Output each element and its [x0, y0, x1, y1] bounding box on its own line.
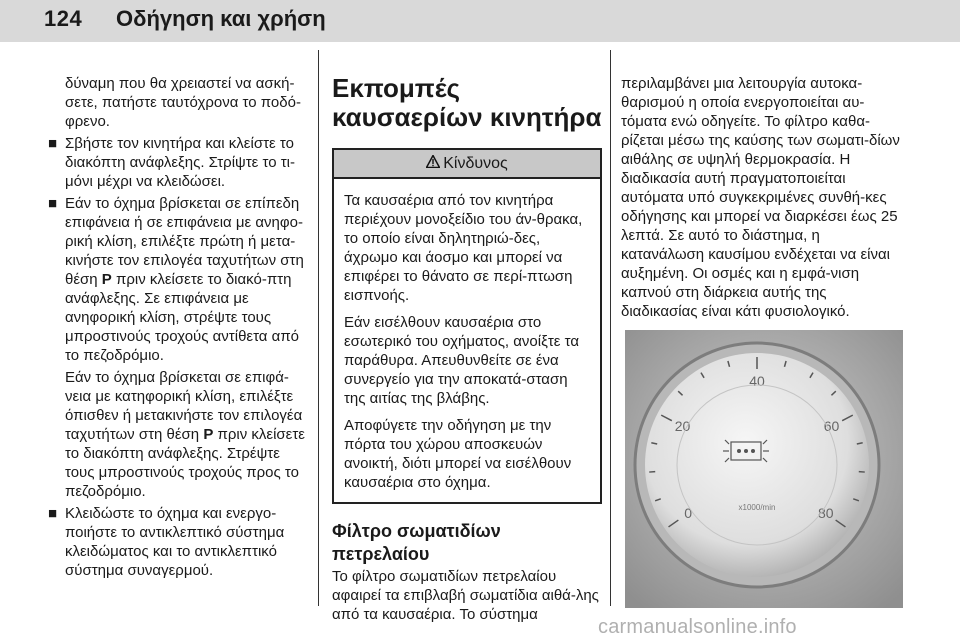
list-item-text: Κλειδώστε το όχημα και ενεργο-ποιήστε το αντικλεπτικό σύστημα κλειδώματος και το αντικλεπτικό σύστημα συναγερμού. [65, 505, 285, 579]
body-paragraph: περιλαμβάνει μια λειτουργία αυτοκα-θαρισμού η οποία ενεργοποιείται αυ-τόματα ενώ οδηγείτε. Το φίλτρο καθα-ρίζεται μέσω της καύσης των σωματι-δίων αιθάλης σε υψηλή θερμοκρασία. Η διαδικασία αυτή πραγματοποιείται αυτόματα υπό συγκεκριμένες συνθή-κες οδήγησης και μπορεί να διαρκέσει έως 25 λεπτά. Σε αυτό το διάστημα, η κατανάλωση καυσίμου ενδέχεται να είναι αυξημένη. Οι οσμές και η εμφά-νιση καπνού στη διάρκεια αυτής της διαδικασίας είναι κάτι φυσιολογικό. [621, 75, 900, 320]
page-title: Οδήγηση και χρήση [116, 6, 326, 31]
gauge-unit-label: x1000/min [738, 503, 776, 512]
list-item-text: Σβήστε τον κινητήρα και κλείστε το διακόπτη ανάφλεξης. Στρίψτε το τι-μόνι μέχρι να κλειδώσει. [65, 135, 295, 190]
gauge-tick-label: 60 [823, 418, 840, 435]
danger-header [334, 150, 600, 179]
gauge-tick-label: 40 [749, 373, 765, 389]
list-item-text: πριν κλείσετε το διακό-πτη ανάφλεξης. Σε επιφάνεια με ανηφορική κλίση, στρέψτε τους μπροστινούς τροχούς αντίθετα από το πεζοδρόμιο. [65, 271, 300, 364]
danger-body [334, 179, 600, 502]
bullet-icon: ■ [48, 195, 58, 212]
danger-paragraph: Τα καυσαέρια από τον κινητήρα περιέχουν μονοξείδιο του άν-θρακα, το οποίο είναι δηλητηριώ-δες, άχρωμο και άοσμο και μπορεί να επιφέρει το θάνατο σε περί-πτωση εισπνοής. [344, 192, 583, 304]
list-item-continuation [48, 368, 308, 501]
list-item [48, 194, 308, 365]
gauge-tick-label: 0 [684, 505, 693, 522]
gear-position-p: P [101, 271, 112, 288]
page-number: 124 [44, 6, 83, 31]
tachometer-illustration [625, 330, 903, 608]
page-header [0, 0, 960, 42]
column-divider-left [318, 50, 319, 606]
column-right [621, 74, 903, 321]
list-item-text: Εάν το όχημα βρίσκεται σε επιφά-νεια με κατηφορική κλίση, επιλέξτε όπισθεν ή μετακινήστε τον επιλογέα ταχυτήτων στη θέση [65, 369, 303, 443]
gauge-tick-label: 20 [674, 418, 691, 435]
list-item-text: Εάν το όχημα βρίσκεται σε επίπεδη επιφάνεια ή σε επιφάνεια με ανηφο-ρική κλίση, επιλέξτε πρώτη ή μετα-κινήστε τον επιλογέα ταχυτήτων στη θέση [65, 195, 304, 288]
danger-box [332, 148, 602, 504]
gauge-tick-label: 80 [818, 505, 834, 522]
column-middle [332, 74, 602, 624]
intro-paragraph: δύναμη που θα χρειαστεί να ασκή-σετε, πατήστε ταυτόχρονα το ποδό-φρενο. [65, 75, 301, 130]
column-divider-right [610, 50, 611, 606]
subsection-title: Φίλτρο σωματιδίων πετρελαίου [332, 521, 501, 564]
danger-paragraph: Αποφύγετε την οδήγηση με την πόρτα του χώρου αποσκευών ανοικτή, διότι μπορεί να εισέλθουν καυσαέρια στο όχημα. [344, 417, 572, 491]
list-item-text: πριν κλείσετε το διακόπτη ανάφλεξης. Στρέψτε τους μπροστινούς τροχούς προς το πεζοδρόμιο. [65, 426, 305, 500]
list-item [48, 504, 308, 580]
bullet-icon: ■ [48, 135, 58, 152]
danger-paragraph: Εάν εισέλθουν καυσαέρια στο εσωτερικό του οχήματος, ανοίξτε τα παράθυρα. Απευθυνθείτε σε ένα συνεργείο για την αποκατά-σταση της αιτίας της βλάβης. [344, 314, 579, 407]
watermark: carmanualsonline.info [598, 616, 797, 638]
gear-position-p: P [203, 426, 214, 443]
danger-title: Κίνδυνος [443, 155, 508, 172]
subsection-paragraph: Το φίλτρο σωματιδίων πετρελαίου αφαιρεί τα επιβλαβή σωματίδια αιθά-λης από τα καυσαέρια. Το σύστημα [332, 568, 599, 623]
column-left [48, 74, 308, 580]
bullet-icon: ■ [48, 505, 58, 522]
section-title: Εκπομπές καυσαερίων κινητήρα [332, 73, 602, 132]
list-item [48, 134, 308, 191]
warning-triangle-icon [426, 154, 440, 173]
